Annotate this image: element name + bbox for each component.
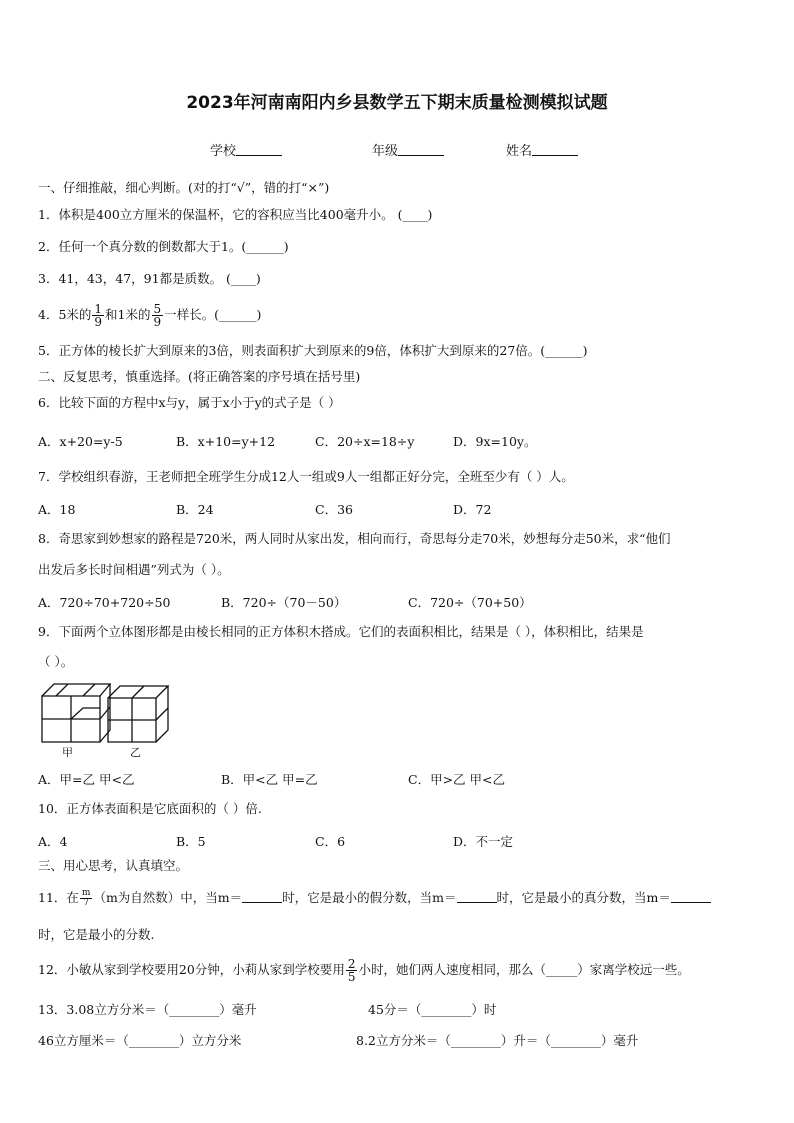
section-3-heading: 三、用心思考，认真填空。 [38,858,189,873]
q6-option-a[interactable]: A．x+20=y-5 [38,434,123,449]
school-field[interactable] [210,140,282,159]
q8-option-c[interactable]: C．720÷（70+50） [408,595,532,610]
q11-prefix: 11．在 [38,890,79,905]
q4-frac1-den: 9 [94,315,103,329]
question-13-d: 8.2立方分米＝（________）升＝（________）毫升 [356,1033,639,1048]
q4-mid: 和1米的 [105,307,151,322]
q11-blank-3[interactable] [671,890,711,903]
q10-option-c[interactable]: C．6 [315,834,346,849]
q11-part1: （m为自然数）中，当m＝ [93,890,243,905]
q7-option-c[interactable]: C．36 [315,502,353,517]
q12-prefix: 12．小敏从家到学校要用20分钟，小莉从家到学校要用 [38,962,345,977]
question-10: 10．正方体表面积是它底面积的（ ）倍. [38,801,262,816]
question-11 [38,884,711,912]
q12-fraction [346,958,358,983]
q4-suffix: 一样长。(______) [164,307,262,322]
figure-jia-label: 甲 [62,746,73,759]
question-6: 6．比较下面的方程中x与y，属于x小于y的式子是（ ） [38,395,341,410]
q4-fraction-1 [92,303,104,328]
q7-option-d[interactable]: D．72 [453,502,492,517]
q10-option-a[interactable]: A．4 [38,834,68,849]
name-blank[interactable] [532,143,578,156]
question-7: 7．学校组织春游，王老师把全班学生分成12人一组或9人一组都正好分完，全班至少有（ ）人。 [38,469,574,484]
q7-option-b[interactable]: B．24 [176,502,214,517]
page-title: 2023年河南南阳内乡县数学五下期末质量检测模拟试题 [186,93,608,113]
name-field[interactable] [506,140,578,159]
q11-blank-1[interactable] [242,890,282,903]
question-2: 2．任何一个真分数的倒数都大于1。(______) [38,239,289,254]
grade-field[interactable] [372,140,444,159]
question-12 [38,955,690,985]
q12-suffix: 小时，她们两人速度相同，那么（_____）家离学校远一些。 [358,962,690,977]
name-label: 姓名 [506,144,533,159]
q9-cube-figures [38,680,178,762]
grade-blank[interactable] [398,143,444,156]
school-label: 学校 [210,144,237,159]
figure-yi-label: 乙 [130,746,141,759]
figure-jia [42,684,110,742]
q4-frac2-den: 9 [153,315,162,329]
q9-option-a[interactable]: A．甲=乙 甲<乙 [38,772,135,787]
section-1-heading: 一、仔细推敲，细心判断。(对的打“√”，错的打“×”) [38,180,330,195]
q4-prefix: 4．5米的 [38,307,92,322]
q12-frac-den: 5 [347,970,356,984]
q6-option-d[interactable]: D．9x=10y。 [453,434,537,449]
q11-fraction [80,889,93,908]
q10-option-b[interactable]: B．5 [176,834,206,849]
q11-part2: 时，它是最小的假分数，当m＝ [282,890,457,905]
q4-frac1-num: 1 [94,302,103,316]
q11-frac-den: 7 [83,898,90,908]
school-blank[interactable] [236,143,282,156]
question-4 [38,300,261,330]
question-13-c: 46立方厘米＝（________）立方分米 [38,1033,242,1048]
q11-part3: 时，它是最小的真分数，当m＝ [496,890,671,905]
q4-fraction-2 [152,303,164,328]
question-9-line-2: （ ）。 [38,654,74,669]
q11-blank-2[interactable] [457,890,497,903]
question-13-b: 45分＝（________）时 [368,1002,497,1017]
q9-option-b[interactable]: B．甲<乙 甲=乙 [221,772,318,787]
q12-frac-num: 2 [347,957,356,971]
q7-option-a[interactable]: A．18 [38,502,76,517]
grade-label: 年级 [372,144,399,159]
question-9-line-1: 9．下面两个立体图形都是由棱长相同的正方体积木搭成。它们的表面积相比，结果是（ ），体积相比，结果是 [38,624,644,639]
q6-option-c[interactable]: C．20÷x=18÷y [315,434,415,449]
question-8-line-1: 8．奇思家到妙想家的路程是720米，两人同时从家出发，相向而行，奇思每分走70米，妙想每分走50米，求“他们 [38,531,671,546]
q9-option-c[interactable]: C．甲>乙 甲<乙 [408,772,505,787]
q8-option-b[interactable]: B．720÷（70－50） [221,595,347,610]
question-1: 1．体积是400立方厘米的保温杯，它的容积应当比400毫升小。 (____) [38,207,433,222]
q11-frac-num: m [81,888,91,898]
question-11-line-2: 时，它是最小的分数. [38,927,155,942]
question-5: 5．正方体的棱长扩大到原来的3倍，则表面积扩大到原来的9倍，体积扩大到原来的27倍。(______) [38,343,588,358]
q4-frac2-num: 5 [153,302,162,316]
q10-option-d[interactable]: D．不一定 [453,834,514,849]
question-3: 3．41，43，47，91都是质数。 (____) [38,271,261,286]
question-8-line-2: 出发后多长时间相遇”列式为（ ）。 [38,562,230,577]
figure-yi [108,686,168,742]
q8-option-a[interactable]: A．720÷70+720÷50 [38,595,171,610]
section-2-heading: 二、反复思考，慎重选择。(将正确答案的序号填在括号里) [38,369,361,384]
q6-option-b[interactable]: B．x+10=y+12 [176,434,276,449]
question-13-a: 13．3.08立方分米＝（________）毫升 [38,1002,257,1017]
